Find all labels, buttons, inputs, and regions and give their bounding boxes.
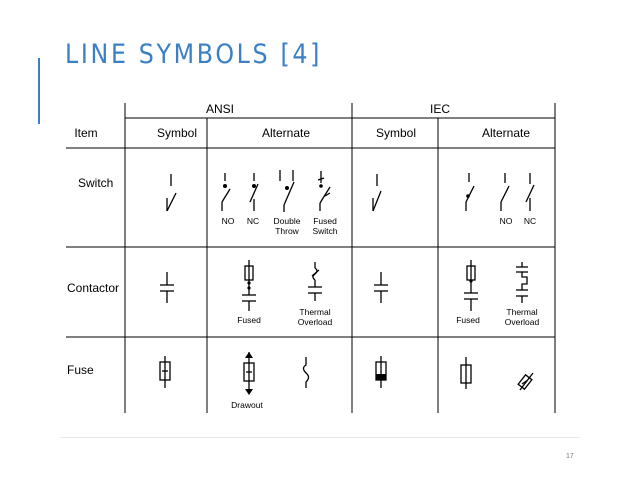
page-number: 17 [566,453,574,460]
ansi-group-header: ANSI [205,102,235,116]
ansi-fuse-alt-symbol [304,357,309,388]
iec-contactor-thermal-overload-symbol [516,262,528,303]
ansi-fuse-symbol [160,356,170,388]
ansi-fused-contactor-dot-bottom [247,286,250,289]
col-header-iec-symbol: Symbol [375,126,417,140]
ansi-switch-fused-symbol [318,171,330,211]
caption-contactor-thermal-line2: Overload [297,317,333,327]
row-label-contactor: Contactor [67,281,120,295]
iec-group-header: IEC [429,102,451,116]
iec-fuse-symbol [376,356,386,388]
ansi-contactor-symbol [160,272,174,303]
caption-iec-contactor-fused: Fused [456,315,480,325]
footer-divider [60,437,580,438]
caption-switch-double-throw-line1: Double [273,216,301,226]
ansi-fused-contactor-dot-top [247,281,250,284]
col-header-item: Item [74,126,98,140]
iec-switch-symbol [373,174,381,211]
caption-switch-fused-line1: Fused [313,216,337,226]
slide-title: LINE SYMBOLS [4] [65,39,323,70]
ansi-switch-no-symbol [222,173,230,211]
ansi-switch-symbol [167,174,176,211]
caption-iec-contactor-thermal-line1: Thermal [506,307,538,317]
caption-contactor-fused: Fused [237,315,261,325]
table-grid [66,103,555,413]
caption-iec-switch-no: NO [499,216,513,226]
ansi-contactor-thermal-overload-symbol [308,262,322,301]
iec-contactor-fused-symbol [464,260,478,311]
caption-switch-nc: NC [246,216,260,226]
col-header-ansi-symbol: Symbol [156,126,198,140]
caption-switch-no: NO [221,216,235,226]
caption-contactor-thermal-line1: Thermal [299,307,331,317]
caption-switch-double-throw-line2: Throw [275,226,299,236]
iec-contactor-symbol [374,272,388,303]
caption-iec-contactor-thermal-line2: Overload [504,317,540,327]
iec-switch-nc-symbol [526,173,534,211]
iec-switch-no-symbol [501,173,509,211]
ansi-switch-nc-symbol [250,173,258,211]
col-header-ansi-alternate: Alternate [261,126,311,140]
iec-fuse-alt-symbol [461,357,471,389]
row-label-switch: Switch [78,176,114,190]
row-label-fuse: Fuse [67,363,94,377]
ansi-fuse-drawout-symbol [244,352,254,395]
iec-fuse-alt2-symbol [518,373,533,390]
iec-fused-contactor-dot [469,279,472,282]
caption-iec-switch-nc: NC [523,216,537,226]
caption-switch-fused-line2: Switch [312,226,338,236]
ansi-contactor-fused-symbol [242,260,256,311]
caption-fuse-drawout: Drawout [231,400,263,410]
col-header-iec-alternate: Alternate [481,126,531,140]
ansi-switch-double-throw-symbol [280,170,294,212]
iec-switch-alt-symbol [466,173,474,211]
